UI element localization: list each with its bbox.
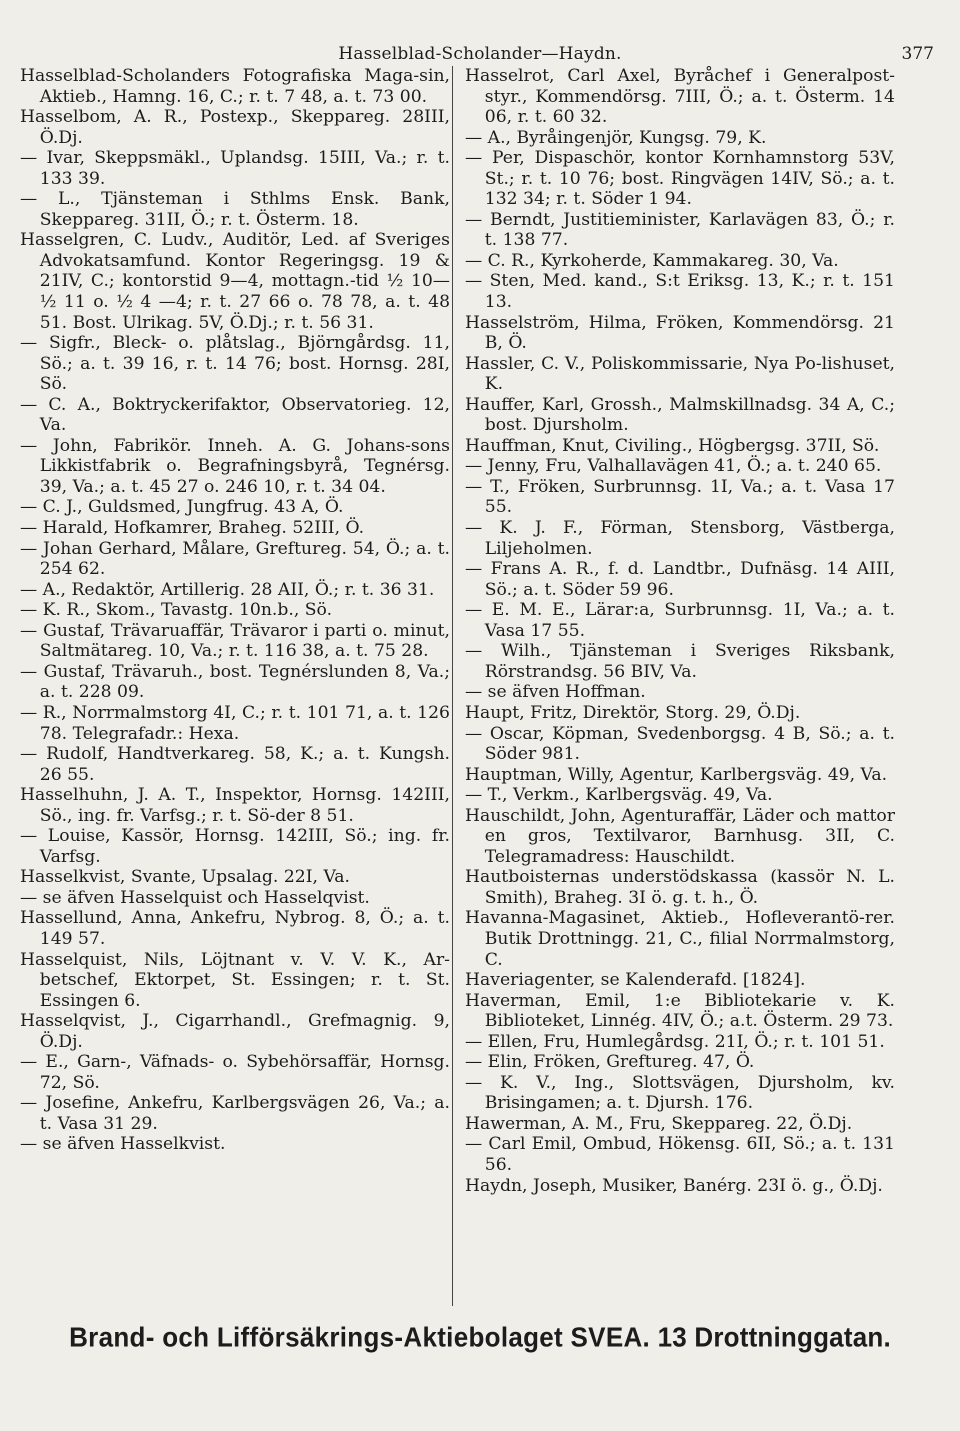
- right-column: [465, 66, 895, 1196]
- directory-entry: — Gustaf, Trävaruaffär, Trävaror i parti o. minut, Saltmätareg. 10, Va.; r. t. 116 38, a. t. 75 28.: [20, 620, 450, 662]
- directory-entry: — Per, Dispaschör, kontor Kornhamnstorg 53V, St.; r. t. 10 76; bost. Ringvägen 14IV, Sö.; a. t. 132 34; r. t. Söder 1 94.: [465, 148, 895, 210]
- directory-entry: Hautboisternas understödskassa (kassör N. L. Smith), Braheg. 3I ö. g. t. h., Ö.: [465, 867, 895, 908]
- directory-entry: — T., Fröken, Surbrunnsg. 1I, Va.; a. t. Vasa 17 55.: [465, 476, 895, 518]
- directory-entry: — E., Garn-, Väfnads- o. Sybehörsaffär, Hornsg. 72, Sö.: [20, 1052, 450, 1093]
- directory-entry: — Jenny, Fru, Valhallavägen 41, Ö.; a. t. 240 65.: [465, 456, 882, 477]
- directory-entry: Hasselkvist, Svante, Upsalag. 22I, Va.: [20, 867, 350, 888]
- directory-entry: Hassellund, Anna, Ankefru, Nybrog. 8, Ö.; a. t. 149 57.: [20, 908, 450, 949]
- directory-entry: — Sten, Med. kand., S:t Eriksg. 13, K.; r. t. 151 13.: [465, 271, 895, 313]
- directory-entry: — T., Verkm., Karlbergsväg. 49, Va.: [465, 785, 773, 806]
- directory-entry: — John, Fabrikör. Inneh. A. G. Johans-sons Likkistfabrik o. Begrafningsbyrå, Tegnérsg. 39, Va.; a. t. 45 27 o. 246 10, r. t. 34 04.: [20, 435, 450, 497]
- directory-entry: — Oscar, Köpman, Svedenborgsg. 4 B, Sö.; a. t. Söder 981.: [465, 723, 895, 765]
- directory-entry: — Rudolf, Handtverkareg. 58, K.; a. t. Kungsh. 26 55.: [20, 744, 450, 785]
- directory-entry: Hauffman, Knut, Civiling., Högbergsg. 37II, Sö.: [465, 435, 880, 456]
- page-number: 377: [901, 44, 934, 64]
- directory-entry: — Ivar, Skeppsmäkl., Uplandsg. 15III, Va.; r. t. 133 39.: [20, 148, 450, 189]
- directory-entry: Hasselqvist, J., Cigarrhandl., Grefmagnig. 9, Ö.Dj.: [20, 1011, 450, 1052]
- directory-entry: — se äfven Hasselkvist.: [20, 1134, 226, 1155]
- directory-entry: Hasselgren, C. Ludv., Auditör, Led. af Sveriges Advokatsamfund. Kontor Regeringsg. 19 & 21IV, C.; kontorstid 9—4, mottagn.-tid ½ 10—½ 11 o. ½ 4 —4; r. t. 27 66 o. 78 78, a. t. 48 51. Bost. Ulrikag. 5V, Ö.Dj.; r. t. 56 31.: [20, 230, 450, 333]
- directory-entry: — C. J., Guldsmed, Jungfrug. 43 A, Ö.: [20, 497, 344, 518]
- directory-entry: — C. R., Kyrkoherde, Kammakareg. 30, Va.: [465, 250, 839, 271]
- directory-entry: — A., Byråingenjör, Kungsg. 79, K.: [465, 127, 767, 148]
- directory-entry: — Sigfr., Bleck- o. plåtslag., Björngårdsg. 11, Sö.; a. t. 39 16, r. t. 14 76; bost. Hornsg. 28I, Sö.: [20, 333, 450, 395]
- directory-entry: Haydn, Joseph, Musiker, Banérg. 23I ö. g., Ö.Dj.: [465, 1175, 883, 1196]
- directory-entry: — Elin, Fröken, Greftureg. 47, Ö.: [465, 1052, 755, 1073]
- directory-entry: — R., Norrmalmstorg 4I, C.; r. t. 101 71, a. t. 126 78. Telegrafadr.: Hexa.: [20, 702, 450, 744]
- directory-entry: Hasselblad-Scholanders Fotografiska Maga-sin, Aktieb., Hamng. 16, C.; r. t. 7 48, a. t. 73 00.: [20, 66, 450, 107]
- directory-entry: Haverman, Emil, 1:e Bibliotekarie v. K. Biblioteket, Linnég. 4IV, Ö.; a.t. Österm. 29 73.: [465, 990, 895, 1032]
- directory-entry: — Berndt, Justitieminister, Karlavägen 83, Ö.; r. t. 138 77.: [465, 209, 895, 251]
- directory-entry: — A., Redaktör, Artillerig. 28 AII, Ö.; r. t. 36 31.: [20, 579, 435, 600]
- directory-entry: Hauschildt, John, Agenturaffär, Läder och mattor en gros, Textilvaror, Barnhusg. 3II, C. Telegramadress: Hauschildt.: [465, 805, 895, 867]
- directory-entry: Hasselquist, Nils, Löjtnant v. V. V. K., Ar-betschef, Ektorpet, St. Essingen; r. t. St. Essingen 6.: [20, 949, 450, 1011]
- directory-entry: Hauptman, Willy, Agentur, Karlbergsväg. 49, Va.: [465, 764, 888, 785]
- directory-entry: — K. V., Ing., Slottsvägen, Djursholm, kv. Brisingamen; a. t. Djursh. 176.: [465, 1072, 895, 1114]
- directory-entry: Hasselrot, Carl Axel, Byråchef i Generalpost-styr., Kommendörsg. 7III, Ö.; a. t. Österm. 14 06, r. t. 60 32.: [465, 66, 895, 128]
- directory-entry: Hasselström, Hilma, Fröken, Kommendörsg. 21 B, Ö.: [465, 312, 895, 354]
- directory-entry: — C. A., Boktryckerifaktor, Observatorieg. 12, Va.: [20, 394, 450, 436]
- left-column: [20, 66, 450, 1155]
- directory-entry: — Carl Emil, Ombud, Hökensg. 6II, Sö.; a. t. 131 56.: [465, 1134, 895, 1175]
- directory-entry: — Frans A. R., f. d. Landtbr., Dufnäsg. 14 AIII, Sö.; a. t. Söder 59 96.: [465, 559, 895, 600]
- directory-entry: Hasselhuhn, J. A. T., Inspektor, Hornsg. 142III, Sö., ing. fr. Varfsg.; r. t. Sö-der 8 51.: [20, 785, 450, 826]
- directory-entry: Hasselbom, A. R., Postexp., Skeppareg. 28III, Ö.Dj.: [20, 107, 450, 148]
- directory-entry: Haupt, Fritz, Direktör, Storg. 29, Ö.Dj.: [465, 702, 801, 723]
- directory-entry: Hauffer, Karl, Grossh., Malmskillnadsg. 34 A, C.; bost. Djursholm.: [465, 394, 895, 436]
- directory-entry: — E. M. E., Lärar:a, Surbrunnsg. 1I, Va.; a. t. Vasa 17 55.: [465, 600, 895, 641]
- footer-brand: Brand- och Lifförsäkrings-Aktiebolaget SVEA.: [69, 1320, 651, 1354]
- directory-entry: — L., Tjänsteman i Sthlms Ensk. Bank, Skeppareg. 31II, Ö.; r. t. Österm. 18.: [20, 189, 450, 230]
- directory-entry: Haveriagenter, se Kalenderafd. [1824].: [465, 970, 806, 991]
- directory-entry: — se äfven Hoffman.: [465, 682, 646, 703]
- directory-entry: — Louise, Kassör, Hornsg. 142III, Sö.; ing. fr. Varfsg.: [20, 826, 450, 867]
- directory-entry: — Johan Gerhard, Målare, Greftureg. 54, Ö.; a. t. 254 62.: [20, 538, 450, 580]
- directory-entry: Hassler, C. V., Poliskommissarie, Nya Po-lishuset, K.: [465, 353, 895, 395]
- directory-entry: — Wilh., Tjänsteman i Sveriges Riksbank, Rörstrandsg. 56 BIV, Va.: [465, 641, 895, 682]
- directory-entry: — Harald, Hofkamrer, Braheg. 52III, Ö.: [20, 518, 365, 539]
- directory-entry: — se äfven Hasselquist och Hasselqvist.: [20, 887, 370, 908]
- directory-entry: Havanna-Magasinet, Aktieb., Hofleverantö-rer. Butik Drottningg. 21, C., filial Norrmalmstorg, C.: [465, 908, 895, 970]
- directory-entry: — K. J. F., Förman, Stensborg, Västberga, Liljeholmen.: [465, 518, 895, 559]
- page-header-title: Hasselblad-Scholander—Haydn.: [338, 44, 622, 64]
- column-divider: [452, 66, 453, 1306]
- directory-entry: Hawerman, A. M., Fru, Skeppareg. 22, Ö.Dj.: [465, 1113, 853, 1134]
- footer-address: 13 Drottninggatan.: [657, 1320, 891, 1354]
- advertisement-footer: [0, 1321, 960, 1354]
- directory-entry: — Josefine, Ankefru, Karlbergsvägen 26, Va.; a. t. Vasa 31 29.: [20, 1093, 450, 1134]
- directory-entry: — Ellen, Fru, Humlegårdsg. 21I, Ö.; r. t. 101 51.: [465, 1031, 885, 1052]
- directory-entry: — K. R., Skom., Tavastg. 10n.b., Sö.: [20, 600, 333, 621]
- directory-entry: — Gustaf, Trävaruh., bost. Tegnérslunden 8, Va.; a. t. 228 09.: [20, 661, 450, 703]
